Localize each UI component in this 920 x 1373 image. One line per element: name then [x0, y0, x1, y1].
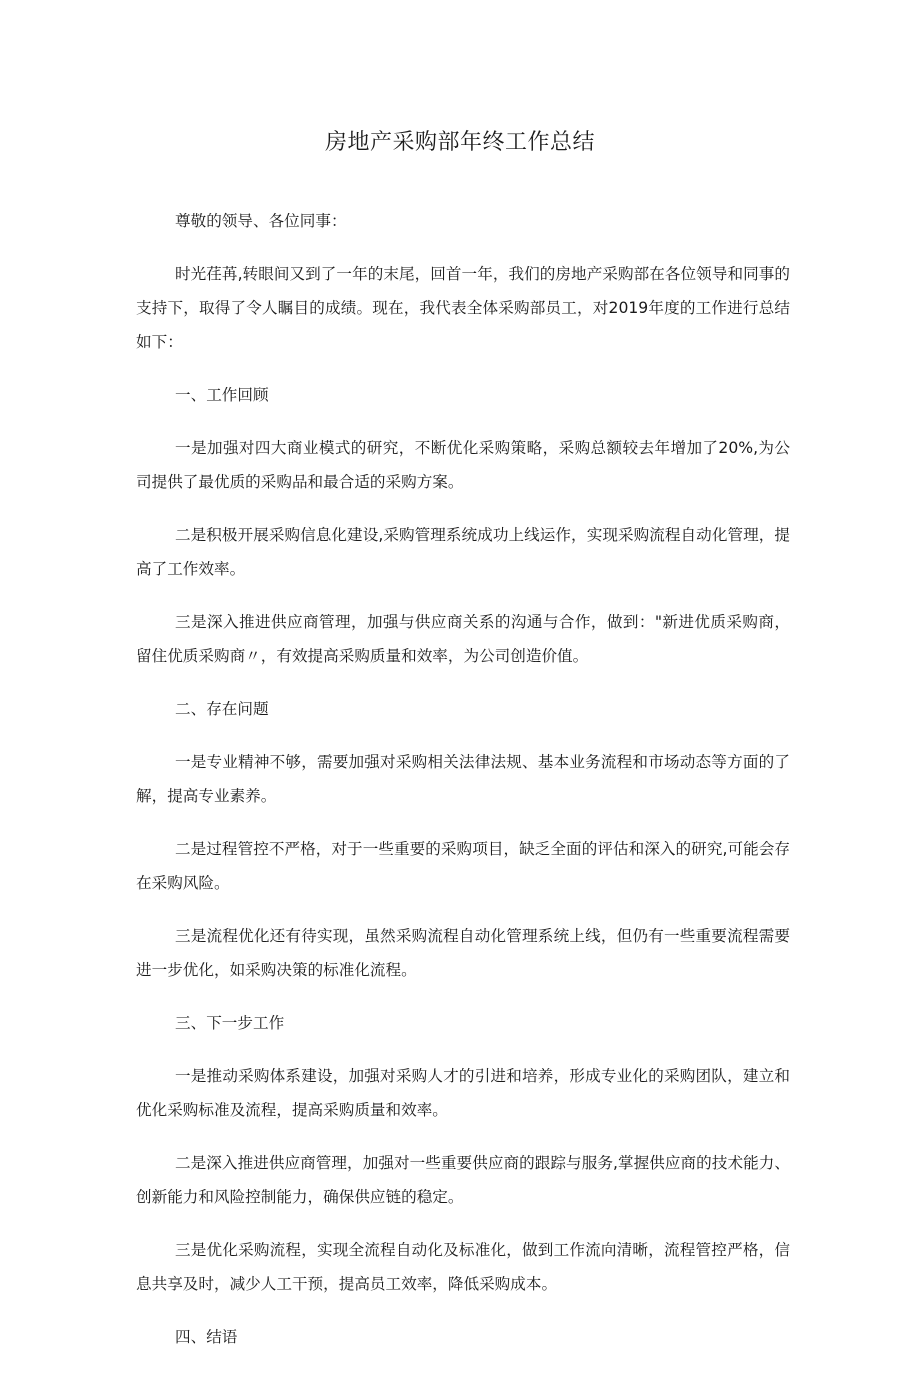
- problem-item-1: 一是专业精神不够，需要加强对采购相关法律法规、基本业务流程和市场动态等方面的了解，提高专业素养。: [136, 753, 790, 805]
- review-item-2: 二是积极开展采购信息化建设,采购管理系统成功上线运作，实现采购流程自动化管理，提高了工作效率。: [136, 526, 790, 578]
- salutation: 尊敬的领导、各位同事：: [175, 212, 347, 230]
- section-heading-review: 一、工作回顾: [175, 386, 269, 404]
- next-step-item-2: 二是深入推进供应商管理，加强对一些重要供应商的跟踪与服务,掌握供应商的技术能力、创新能力和风险控制能力，确保供应链的稳定。: [136, 1154, 790, 1206]
- intro-paragraph: 时光荏苒,转眼间又到了一年的末尾，回首一年，我们的房地产采购部在各位领导和同事的支持下，取得了令人瞩目的成绩。现在，我代表全体采购部员工，对2019年度的工作进行总结如下：: [136, 265, 790, 351]
- problem-item-3: 三是流程优化还有待实现，虽然采购流程自动化管理系统上线，但仍有一些重要流程需要进一步优化，如采购决策的标准化流程。: [136, 927, 790, 979]
- document-body: [136, 204, 790, 1373]
- document-title: 房地产采购部年终工作总结: [324, 130, 595, 155]
- next-step-item-3: 三是优化采购流程，实现全流程自动化及标准化，做到工作流向清晰，流程管控严格，信息共享及时，减少人工干预，提高员工效率，降低采购成本。: [136, 1241, 790, 1293]
- section-heading-next-steps: 三、下一步工作: [175, 1014, 285, 1032]
- section-heading-problems: 二、存在问题: [175, 700, 269, 718]
- review-item-1: 一是加强对四大商业模式的研究，不断优化采购策略，采购总额较去年增加了20%,为公司提供了最优质的采购品和最合适的采购方案。: [136, 439, 790, 491]
- section-heading-conclusion: 四、结语: [175, 1328, 238, 1346]
- next-step-item-1: 一是推动采购体系建设，加强对采购人才的引进和培养，形成专业化的采购团队，建立和优化采购标准及流程，提高采购质量和效率。: [136, 1067, 790, 1119]
- review-item-3: 三是深入推进供应商管理，加强与供应商关系的沟通与合作，做到："新进优质采购商，留住优质采购商〃，有效提高采购质量和效率，为公司创造价值。: [136, 613, 790, 665]
- problem-item-2: 二是过程管控不严格，对于一些重要的采购项目，缺乏全面的评估和深入的研究,可能会存在采购风险。: [136, 840, 790, 892]
